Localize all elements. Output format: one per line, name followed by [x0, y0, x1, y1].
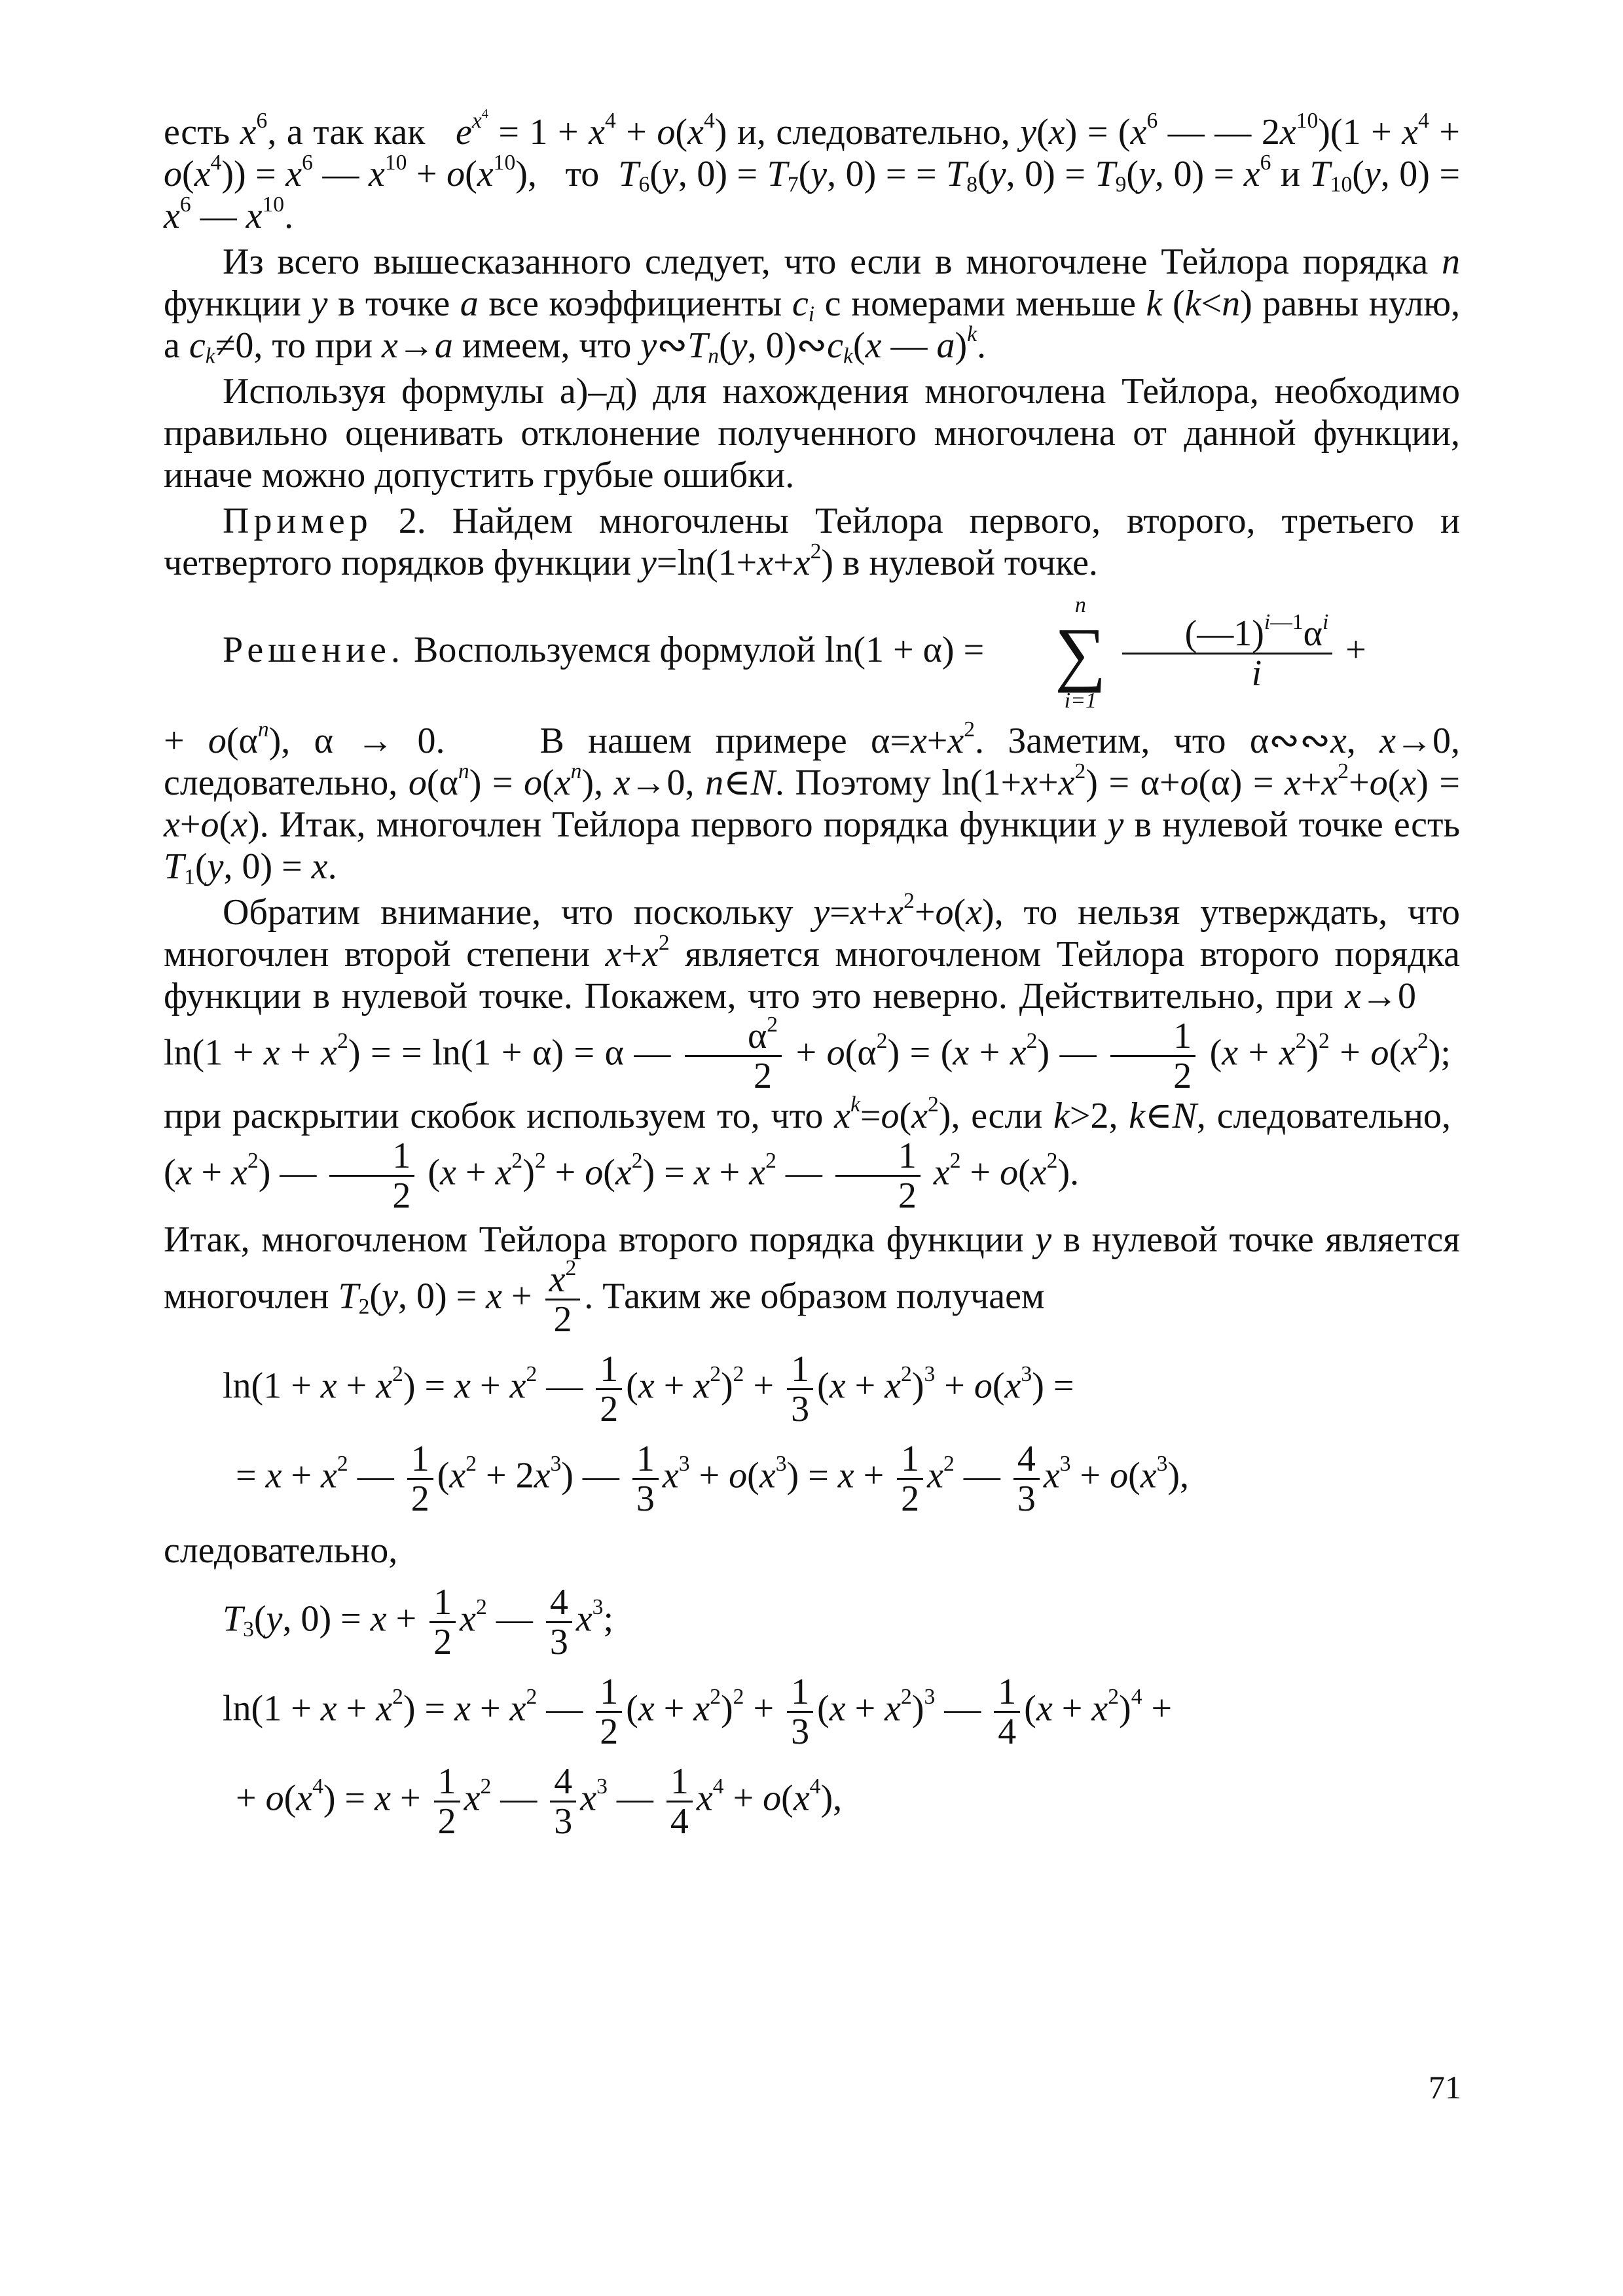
- equation-ln-3-cont: = $x + x^2$ — $\frac{1}{2}$ $(x^2 + 2x^3)$ — $\frac{1}{3}$ $x^3 + o(x^3) = x$ + $\frac{1}{2}$ $x^2$ — $\frac{4}{3}$ $x^3 + o(x^3)$,: [236, 1439, 1190, 1519]
- page-number: 71: [1429, 2069, 1461, 2106]
- paragraph-6: Итак, многочленом Тейлора второго порядка функции y в нулевой точке является многочлен $T_2(y$, 0) = x + $\frac{x^2}{2}$ . Таким же образом получаем: [164, 1219, 1461, 1340]
- paragraph-1: есть $x^6$, а так как $e^{x^4} = 1 + x^4 + o(x^4)$ и, следовательно, $y(x) = (x^6$ — — $2x^{10})(1 + x^4 + o(x^4)) = x^6$ — $x^{10} + o(x^{10})$, то $T_6(y$, $0) = T_7(y$, 0) = = $T_8(y$, $0) = T_9(y$, $0) = x^6$ и $T_{10}(y$, $0) = x^6$ — $x^{10}$.: [164, 106, 1461, 236]
- paragraph-5: Обратим внимание, что поскольку $y=x+x^2+o(x)$, то нельзя утверждать, что многочлен второй степени $x+x^2$ является многочленом Тейлора второго порядка функции в нулевой точке. Покажем, что это неверно. Действительно, при x→0 $\ln(1 + x + x^2)$ = = ln(1 + α) = α — $\frac{\alpha^2}{2}$ + $o(\alpha^2) = (x + x^2)$ — $\frac{1}{2}$ $(x + x^2)^2 + o(x^2)$; при раскрытии скобок используем то, что $x^k=o(x^2)$, если k>2, k∈N, следовательно, $(x + x^2)$ — $\frac{1}{2}$ $(x + x^2)^2 + o(x^2) = x + x^2$ — $\frac{1}{2}$ $x^2 + o(x^2)$.: [164, 888, 1461, 1216]
- solution-continued: + $o(\alpha^n)$, α → 0. В нашем примере $\alpha=x+x^2$. Заметим, что α∾∾x, x→0, следовательно, $o(\alpha^n) = o(x^n)$, x→0, n∈N. Поэтому $\ln(1+x+x^2) = \alpha+o(\alpha) = x+x^2+o(x) = x+o(x)$. Итак, многочлен Тейлора первого порядка функции y в нулевой точке есть $T_1(y$, 0) = x.: [164, 717, 1461, 889]
- fraction: $\frac{(—1)^{i—1}\alpha^i}{i}$: [1122, 615, 1333, 692]
- equation-ln-3: $\ln(1 + x + x^2) = x + x^2$ — $\frac{1}{2}$ $(x + x^2)^2$ + $\frac{1}{3}$ $(x + x^2)^3 + o(x^3)$ =: [223, 1349, 1074, 1429]
- consequently: следовательно,: [164, 1530, 398, 1571]
- paragraph-3: Используя формулы а)–д) для нахождения многочлена Тейлора, необходимо правильно оценивать отклонение полученного многочлена от данной функции, иначе можно допустить грубые ошибки.: [164, 371, 1460, 495]
- sum-symbol: n ∑ i=1: [1055, 593, 1106, 713]
- equation-ln-4: $\ln(1 + x + x^2) = x + x^2$ — $\frac{1}{2}$ $(x + x^2)^2$ + $\frac{1}{3}$ $(x + x^2)^3$ — $\frac{1}{4}$ $(x + x^2)^4$ +: [223, 1672, 1173, 1752]
- equation-T3: $T_3(y$, 0) = x + $\frac{1}{2}$ $x^2$ — $\frac{4}{3}$ $x^3$;: [223, 1582, 614, 1662]
- page-body: [164, 106, 1461, 1852]
- equation-ln-4-cont: + $o(x^4) = x$ + $\frac{1}{2}$ $x^2$ — $\frac{4}{3}$ $x^3$ — $\frac{1}{4}$ $x^4 + o(x^4)$,: [236, 1761, 843, 1842]
- paragraph-2: Из всего вышесказанного следует, что если в многочлене Тейлора порядка n функции y в точке a все коэффициенты $c_i$ с номерами меньше k (k<n) равны нулю, а $c_k\ne 0$, то при x→a имеем, что $y∾T_n(y$, $0)∾c_k(x$ — a)$^k$.: [164, 242, 1461, 368]
- example-2: Пример 2. Найдем многочлены Тейлора первого, второго, третьего и четвертого порядков функции $y=\ln(1+x+x^2)$ в нулевой точке.: [164, 501, 1460, 583]
- solution: Решение. Воспользуемся формулой ln(1 + α) = n ∑ i=1 $\frac{(—1)^{i—1}\alpha^i}{i}$ +: [164, 590, 1460, 716]
